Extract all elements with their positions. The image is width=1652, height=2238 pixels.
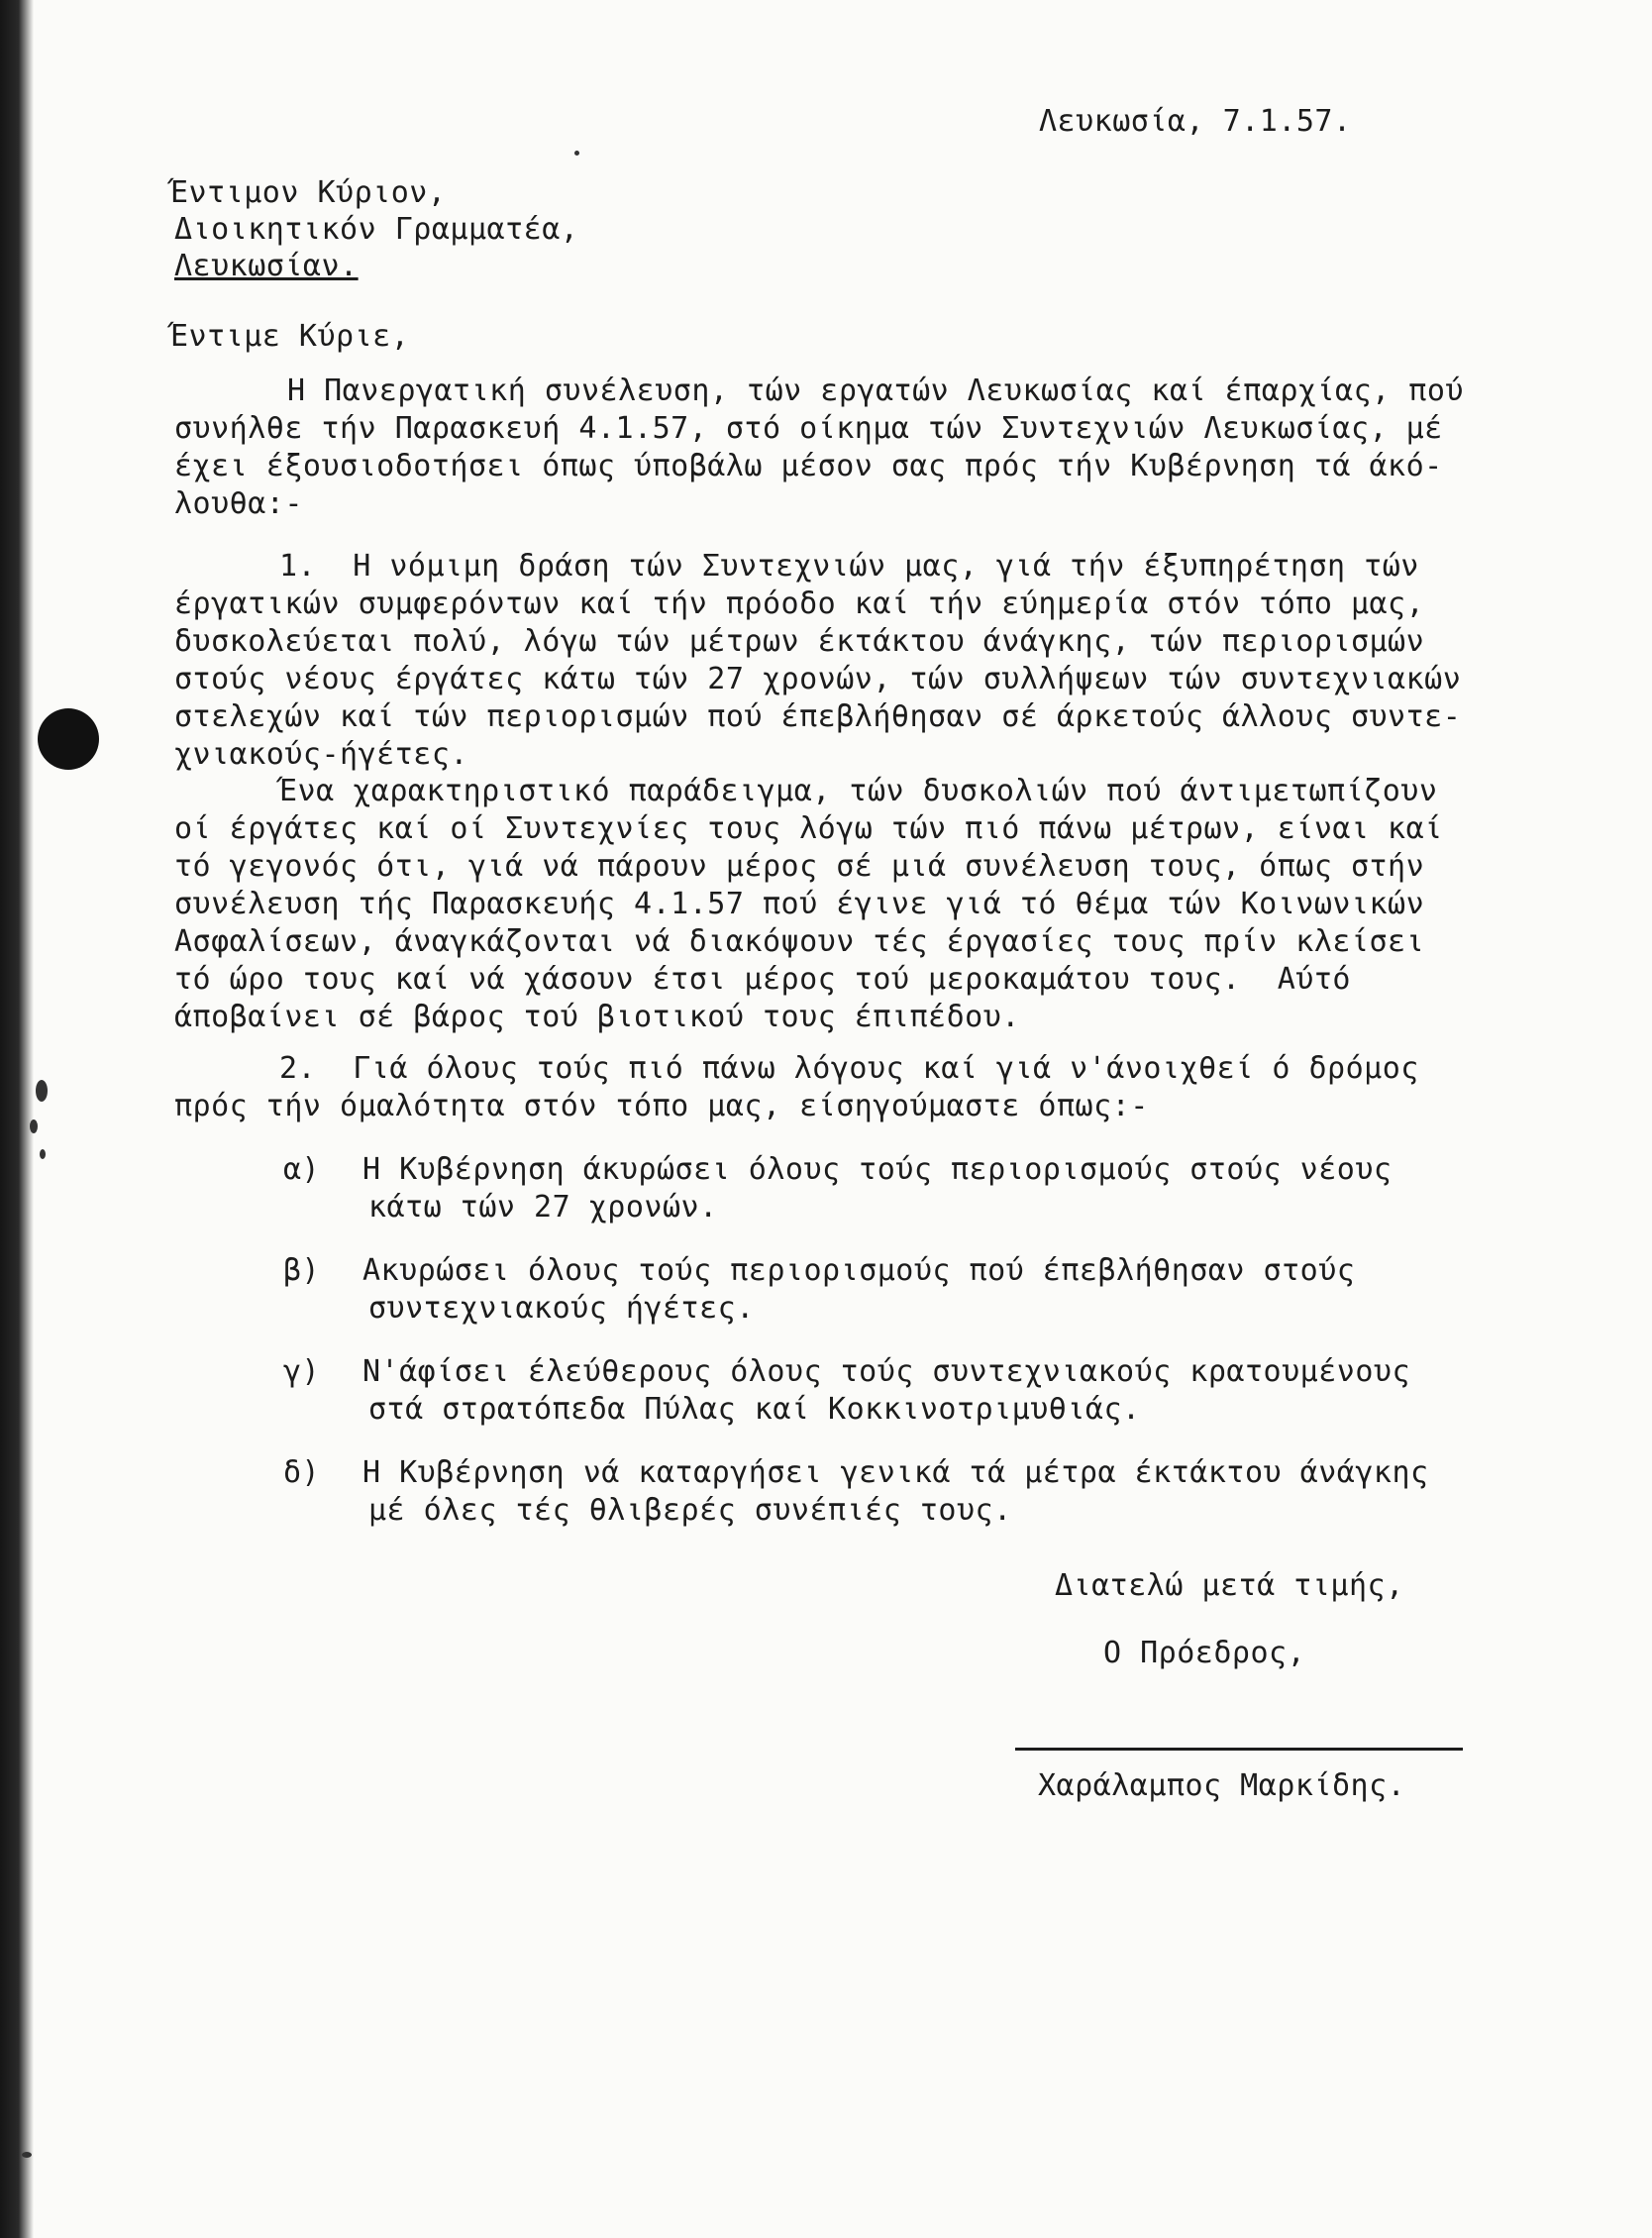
example-line: άποβαίνει σέ βάρος τού βιοτικού τους έπιπέδου.: [174, 1000, 1020, 1034]
scan-speck: [22, 2152, 32, 2158]
point1-line: δυσκολεύεται πολύ, λόγω τών μέτρων έκτάκτου άνάγκης, τών περιορισμών: [174, 624, 1425, 659]
point1-line: 1. Η νόμιμη δράση τών Συντεχνιών μας, γιά τήν έξυπηρέτηση τών: [279, 549, 1419, 584]
intro-line: έχει έξουσιοδοτήσει όπως ύποβάλω μέσον σας πρός τήν Κυβέρνηση τά άκό-: [174, 449, 1443, 483]
intro-line: λουθα:-: [174, 486, 303, 521]
example-line: τό γεγονός ότι, γιά νά πάρουν μέρος σέ μιά συνέλευση τους, όπως στήν: [174, 849, 1425, 884]
intro-line: Η Πανεργατική συνέλευση, τών εργατών Λευκωσίας καί έπαρχίας, πού: [287, 373, 1464, 408]
item-line: Η Κυβέρνηση άκυρώσει όλους τούς περιορισμούς στούς νέους: [362, 1152, 1393, 1187]
letter-date: Λευκωσία, 7.1.57.: [1039, 104, 1352, 139]
signatory-name: Χαράλαμπος Μαρκίδης.: [1038, 1768, 1406, 1803]
address-line-1: Έντιμον Κύριον,: [170, 175, 447, 210]
point1-line: χνιακούς-ήγέτες.: [174, 737, 468, 772]
point2-line: 2. Γιά όλους τούς πιό πάνω λόγους καί γιά ν'άνοιχθεί ό δρόμος: [279, 1051, 1419, 1086]
scan-speck: [36, 1080, 48, 1102]
signatory-title: Ο Πρόεδρος,: [1103, 1636, 1306, 1670]
scan-speck: [30, 1119, 38, 1133]
item-line: κάτω τών 27 χρονών.: [368, 1190, 718, 1225]
punch-hole: [38, 708, 99, 770]
signature-line: [1015, 1748, 1463, 1751]
example-line: οί έργάτες καί οί Συντεχνίες τους λόγω τών πιό πάνω μέτρων, είναι καί: [174, 811, 1443, 846]
example-line: τό ώρο τους καί νά χάσουν έτσι μέρος τού μεροκαμάτου τους. Αύτό: [174, 962, 1351, 997]
item-line: στά στρατόπεδα Πύλας καί Κοκκινοτριμυθιάς.: [368, 1392, 1141, 1427]
point1-line: στούς νέους έργάτες κάτω τών 27 χρονών, τών συλλήψεων τών συντεχνιακών: [174, 662, 1462, 696]
item-marker: α): [283, 1152, 321, 1187]
closing-formula: Διατελώ μετά τιμής,: [1055, 1568, 1404, 1603]
address-line-2: Διοικητικόν Γραμματέα,: [174, 212, 579, 247]
point1-line: στελεχών καί τών περιορισμών πού έπεβλήθησαν σέ άρκετούς άλλους συντε-: [174, 699, 1462, 734]
address-line-3: Λευκωσίαν.: [174, 249, 359, 283]
scan-speck: [574, 151, 579, 156]
point1-line: έργατικών συμφερόντων καί τήν πρόοδο καί τήν εύημερία στόν τόπο μας,: [174, 586, 1425, 621]
point2-line: πρός τήν όμαλότητα στόν τόπο μας, είσηγούμαστε όπως:-: [174, 1089, 1149, 1123]
item-line: Ακυρώσει όλους τούς περιορισμούς πού έπεβλήθησαν στούς: [362, 1253, 1356, 1288]
item-marker: β): [283, 1253, 321, 1288]
scan-speck: [40, 1149, 46, 1159]
salutation: Έντιμε Κύριε,: [170, 319, 410, 354]
scan-dark-edge: [0, 0, 34, 2238]
item-marker: γ): [283, 1354, 321, 1389]
item-line: συντεχνιακούς ήγέτες.: [368, 1291, 755, 1326]
item-line: μέ όλες τές θλιβερές συνέπιές τους.: [368, 1493, 1012, 1528]
example-line: συνέλευση τής Παρασκευής 4.1.57 πού έγινε γιά τό θέμα τών Κοινωνικών: [174, 887, 1425, 921]
example-line: Ένα χαρακτηριστικό παράδειγμα, τών δυσκολιών πού άντιμετωπίζουν: [279, 774, 1438, 808]
item-line: Η Κυβέρνηση νά καταργήσει γενικά τά μέτρα έκτάκτου άνάγκης: [362, 1455, 1429, 1490]
item-marker: δ): [283, 1455, 321, 1490]
example-line: Ασφαλίσεων, άναγκάζονται νά διακόψουν τές έργασίες τους πρίν κλείσει: [174, 924, 1425, 959]
item-line: Ν'άφίσει έλεύθερους όλους τούς συντεχνιακούς κρατουμένους: [362, 1354, 1411, 1389]
intro-line: συνήλθε τήν Παρασκευή 4.1.57, στό οίκημα τών Συντεχνιών Λευκωσίας, μέ: [174, 411, 1443, 446]
